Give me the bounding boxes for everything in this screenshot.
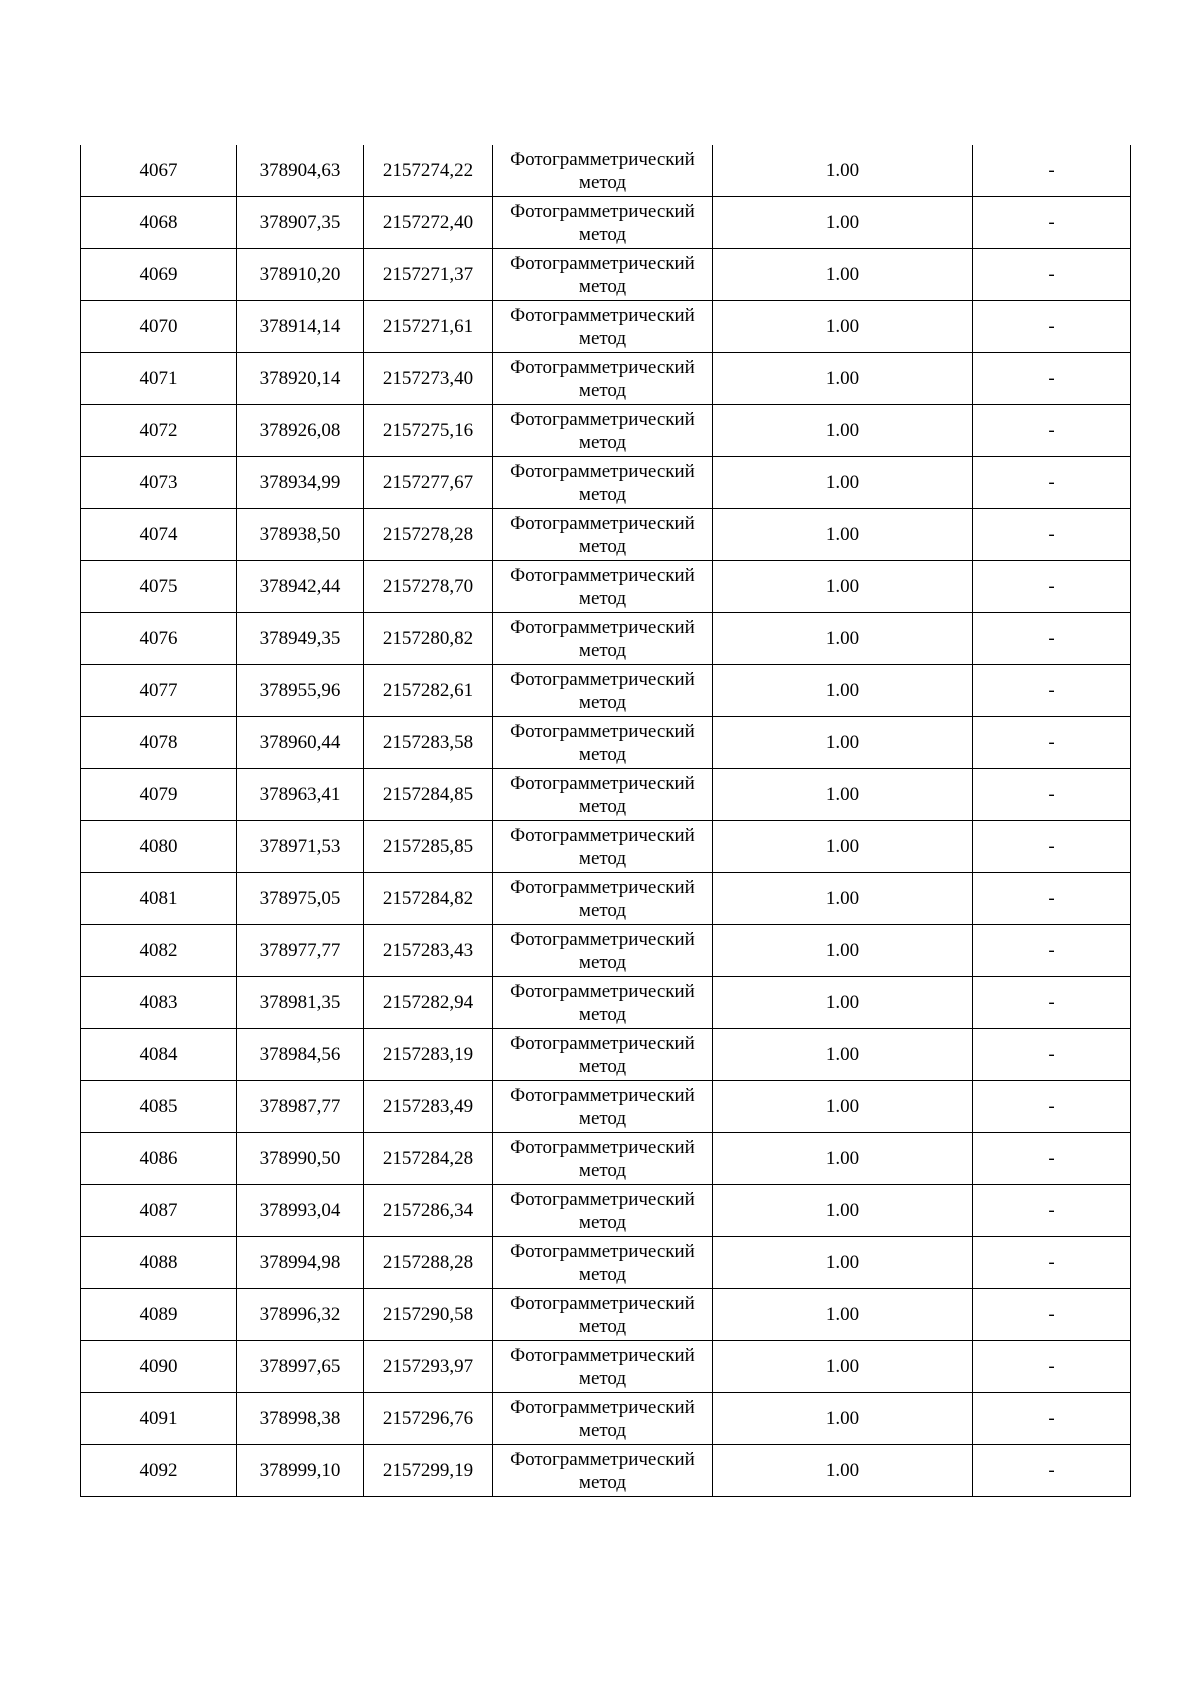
coordinates-table-body [81,145,1131,1497]
y-coordinate-cell: 2157286,34 [364,1185,493,1237]
method-cell [493,1237,713,1289]
method-name-line2: метод [578,171,627,193]
note-cell: - [973,509,1131,561]
x-coordinate-cell: 378949,35 [237,613,364,665]
note-cell: - [973,821,1131,873]
y-coordinate-cell: 2157290,58 [364,1289,493,1341]
y-coordinate-cell: 2157284,28 [364,1133,493,1185]
method-name-line2: метод [578,795,627,817]
y-coordinate-cell: 2157274,22 [364,145,493,197]
table-row [81,821,1131,873]
y-coordinate-cell: 2157285,85 [364,821,493,873]
table-row [81,1289,1131,1341]
point-number-cell: 4087 [81,1185,237,1237]
note-cell: - [973,1393,1131,1445]
y-coordinate-cell: 2157293,97 [364,1341,493,1393]
accuracy-cell: 1.00 [713,197,973,249]
method-name-line1: Фотограмметрический [510,564,695,586]
method-cell [493,561,713,613]
accuracy-cell: 1.00 [713,1341,973,1393]
method-name-line1: Фотограмметрический [510,148,695,170]
x-coordinate-cell: 378907,35 [237,197,364,249]
method-name-line2: метод [578,379,627,401]
table-row [81,1341,1131,1393]
table-row [81,613,1131,665]
table-row [81,1393,1131,1445]
table-row [81,1081,1131,1133]
method-cell [493,665,713,717]
y-coordinate-cell: 2157280,82 [364,613,493,665]
accuracy-cell: 1.00 [713,821,973,873]
note-cell: - [973,977,1131,1029]
method-name-line2: метод [578,1107,627,1129]
y-coordinate-cell: 2157275,16 [364,405,493,457]
method-cell [493,197,713,249]
method-name-line1: Фотограмметрический [510,772,695,794]
method-name-line1: Фотограмметрический [510,1448,695,1470]
point-number-cell: 4077 [81,665,237,717]
y-coordinate-cell: 2157284,82 [364,873,493,925]
method-name-line1: Фотограмметрический [510,720,695,742]
y-coordinate-cell: 2157273,40 [364,353,493,405]
method-cell [493,613,713,665]
x-coordinate-cell: 378960,44 [237,717,364,769]
accuracy-cell: 1.00 [713,925,973,977]
table-row [81,1029,1131,1081]
accuracy-cell: 1.00 [713,145,973,197]
accuracy-cell: 1.00 [713,1133,973,1185]
x-coordinate-cell: 378920,14 [237,353,364,405]
y-coordinate-cell: 2157272,40 [364,197,493,249]
point-number-cell: 4090 [81,1341,237,1393]
method-name-line2: метод [578,899,627,921]
point-number-cell: 4075 [81,561,237,613]
note-cell: - [973,1341,1131,1393]
accuracy-cell: 1.00 [713,561,973,613]
accuracy-cell: 1.00 [713,1237,973,1289]
method-cell [493,145,713,197]
note-cell: - [973,457,1131,509]
note-cell: - [973,145,1131,197]
method-cell [493,457,713,509]
method-name-line2: метод [578,275,627,297]
point-number-cell: 4091 [81,1393,237,1445]
table-row [81,405,1131,457]
accuracy-cell: 1.00 [713,301,973,353]
accuracy-cell: 1.00 [713,977,973,1029]
x-coordinate-cell: 378926,08 [237,405,364,457]
note-cell: - [973,769,1131,821]
method-cell [493,1445,713,1497]
method-cell [493,1341,713,1393]
method-name-line1: Фотограмметрический [510,928,695,950]
point-number-cell: 4086 [81,1133,237,1185]
x-coordinate-cell: 378914,14 [237,301,364,353]
note-cell: - [973,197,1131,249]
x-coordinate-cell: 378910,20 [237,249,364,301]
point-number-cell: 4083 [81,977,237,1029]
accuracy-cell: 1.00 [713,665,973,717]
point-number-cell: 4078 [81,717,237,769]
x-coordinate-cell: 378993,04 [237,1185,364,1237]
point-number-cell: 4079 [81,769,237,821]
x-coordinate-cell: 378981,35 [237,977,364,1029]
y-coordinate-cell: 2157283,58 [364,717,493,769]
method-name-line1: Фотограмметрический [510,1344,695,1366]
accuracy-cell: 1.00 [713,873,973,925]
y-coordinate-cell: 2157299,19 [364,1445,493,1497]
y-coordinate-cell: 2157271,61 [364,301,493,353]
accuracy-cell: 1.00 [713,353,973,405]
table-row [81,145,1131,197]
note-cell: - [973,353,1131,405]
x-coordinate-cell: 378975,05 [237,873,364,925]
method-cell [493,353,713,405]
method-name-line1: Фотограмметрический [510,1032,695,1054]
table-row [81,717,1131,769]
method-name-line1: Фотограмметрический [510,1292,695,1314]
y-coordinate-cell: 2157283,19 [364,1029,493,1081]
note-cell: - [973,665,1131,717]
note-cell: - [973,249,1131,301]
method-name-line1: Фотограмметрический [510,876,695,898]
method-name-line1: Фотограмметрический [510,252,695,274]
method-cell [493,717,713,769]
method-name-line1: Фотограмметрический [510,356,695,378]
document-page [80,145,1130,1497]
method-name-line2: метод [578,1263,627,1285]
accuracy-cell: 1.00 [713,1289,973,1341]
method-name-line2: метод [578,1159,627,1181]
point-number-cell: 4088 [81,1237,237,1289]
method-name-line2: метод [578,1315,627,1337]
note-cell: - [973,301,1131,353]
x-coordinate-cell: 378977,77 [237,925,364,977]
table-row [81,1445,1131,1497]
y-coordinate-cell: 2157277,67 [364,457,493,509]
point-number-cell: 4074 [81,509,237,561]
method-name-line2: метод [578,639,627,661]
method-cell [493,405,713,457]
note-cell: - [973,925,1131,977]
accuracy-cell: 1.00 [713,769,973,821]
method-name-line1: Фотограмметрический [510,200,695,222]
accuracy-cell: 1.00 [713,1445,973,1497]
point-number-cell: 4089 [81,1289,237,1341]
method-name-line2: метод [578,223,627,245]
method-name-line2: метод [578,1055,627,1077]
point-number-cell: 4081 [81,873,237,925]
table-row [81,977,1131,1029]
x-coordinate-cell: 378997,65 [237,1341,364,1393]
method-name-line2: метод [578,1471,627,1493]
method-cell [493,1289,713,1341]
accuracy-cell: 1.00 [713,613,973,665]
table-row [81,509,1131,561]
method-name-line1: Фотограмметрический [510,408,695,430]
method-cell [493,1393,713,1445]
point-number-cell: 4082 [81,925,237,977]
method-name-line1: Фотограмметрический [510,1084,695,1106]
x-coordinate-cell: 378938,50 [237,509,364,561]
note-cell: - [973,1445,1131,1497]
y-coordinate-cell: 2157278,28 [364,509,493,561]
point-number-cell: 4072 [81,405,237,457]
x-coordinate-cell: 378971,53 [237,821,364,873]
method-name-line2: метод [578,743,627,765]
accuracy-cell: 1.00 [713,1185,973,1237]
note-cell: - [973,1237,1131,1289]
point-number-cell: 4092 [81,1445,237,1497]
method-cell [493,301,713,353]
x-coordinate-cell: 378984,56 [237,1029,364,1081]
method-cell [493,821,713,873]
x-coordinate-cell: 378963,41 [237,769,364,821]
table-row [81,925,1131,977]
x-coordinate-cell: 378996,32 [237,1289,364,1341]
point-number-cell: 4080 [81,821,237,873]
note-cell: - [973,561,1131,613]
method-name-line1: Фотограмметрический [510,980,695,1002]
method-cell [493,1081,713,1133]
coordinates-table [80,145,1131,1497]
table-row [81,561,1131,613]
accuracy-cell: 1.00 [713,1081,973,1133]
method-name-line2: метод [578,327,627,349]
x-coordinate-cell: 378994,98 [237,1237,364,1289]
table-row [81,249,1131,301]
point-number-cell: 4069 [81,249,237,301]
y-coordinate-cell: 2157282,61 [364,665,493,717]
method-name-line1: Фотограмметрический [510,460,695,482]
table-row [81,1237,1131,1289]
method-name-line2: метод [578,847,627,869]
point-number-cell: 4071 [81,353,237,405]
y-coordinate-cell: 2157284,85 [364,769,493,821]
y-coordinate-cell: 2157283,43 [364,925,493,977]
table-row [81,457,1131,509]
table-row [81,1185,1131,1237]
method-name-line1: Фотограмметрический [510,512,695,534]
point-number-cell: 4085 [81,1081,237,1133]
x-coordinate-cell: 378955,96 [237,665,364,717]
table-row [81,665,1131,717]
note-cell: - [973,1029,1131,1081]
method-name-line2: метод [578,951,627,973]
note-cell: - [973,405,1131,457]
accuracy-cell: 1.00 [713,405,973,457]
point-number-cell: 4076 [81,613,237,665]
y-coordinate-cell: 2157282,94 [364,977,493,1029]
y-coordinate-cell: 2157296,76 [364,1393,493,1445]
point-number-cell: 4068 [81,197,237,249]
method-name-line1: Фотограмметрический [510,668,695,690]
method-cell [493,925,713,977]
accuracy-cell: 1.00 [713,717,973,769]
point-number-cell: 4070 [81,301,237,353]
x-coordinate-cell: 378904,63 [237,145,364,197]
x-coordinate-cell: 378934,99 [237,457,364,509]
y-coordinate-cell: 2157283,49 [364,1081,493,1133]
method-name-line1: Фотограмметрический [510,1396,695,1418]
table-row [81,873,1131,925]
accuracy-cell: 1.00 [713,457,973,509]
table-row [81,197,1131,249]
method-name-line2: метод [578,1211,627,1233]
y-coordinate-cell: 2157271,37 [364,249,493,301]
method-name-line1: Фотограмметрический [510,1240,695,1262]
method-name-line1: Фотограмметрический [510,1188,695,1210]
note-cell: - [973,1081,1131,1133]
method-cell [493,977,713,1029]
note-cell: - [973,613,1131,665]
method-cell [493,509,713,561]
method-name-line1: Фотограмметрический [510,304,695,326]
table-row [81,1133,1131,1185]
note-cell: - [973,1289,1131,1341]
method-cell [493,1185,713,1237]
method-cell [493,1029,713,1081]
accuracy-cell: 1.00 [713,249,973,301]
x-coordinate-cell: 378987,77 [237,1081,364,1133]
note-cell: - [973,717,1131,769]
method-name-line1: Фотограмметрический [510,1136,695,1158]
table-row [81,301,1131,353]
method-name-line2: метод [578,587,627,609]
note-cell: - [973,1133,1131,1185]
method-name-line2: метод [578,1419,627,1441]
method-name-line2: метод [578,691,627,713]
note-cell: - [973,1185,1131,1237]
table-row [81,769,1131,821]
method-name-line2: метод [578,1003,627,1025]
method-name-line2: метод [578,483,627,505]
method-name-line2: метод [578,431,627,453]
accuracy-cell: 1.00 [713,1029,973,1081]
method-cell [493,769,713,821]
x-coordinate-cell: 378998,38 [237,1393,364,1445]
method-name-line2: метод [578,535,627,557]
x-coordinate-cell: 378990,50 [237,1133,364,1185]
x-coordinate-cell: 378942,44 [237,561,364,613]
y-coordinate-cell: 2157278,70 [364,561,493,613]
note-cell: - [973,873,1131,925]
x-coordinate-cell: 378999,10 [237,1445,364,1497]
method-name-line1: Фотограмметрический [510,824,695,846]
method-name-line2: метод [578,1367,627,1389]
accuracy-cell: 1.00 [713,1393,973,1445]
method-cell [493,1133,713,1185]
method-cell [493,873,713,925]
point-number-cell: 4067 [81,145,237,197]
accuracy-cell: 1.00 [713,509,973,561]
method-cell [493,249,713,301]
point-number-cell: 4073 [81,457,237,509]
point-number-cell: 4084 [81,1029,237,1081]
table-row [81,353,1131,405]
method-name-line1: Фотограмметрический [510,616,695,638]
y-coordinate-cell: 2157288,28 [364,1237,493,1289]
